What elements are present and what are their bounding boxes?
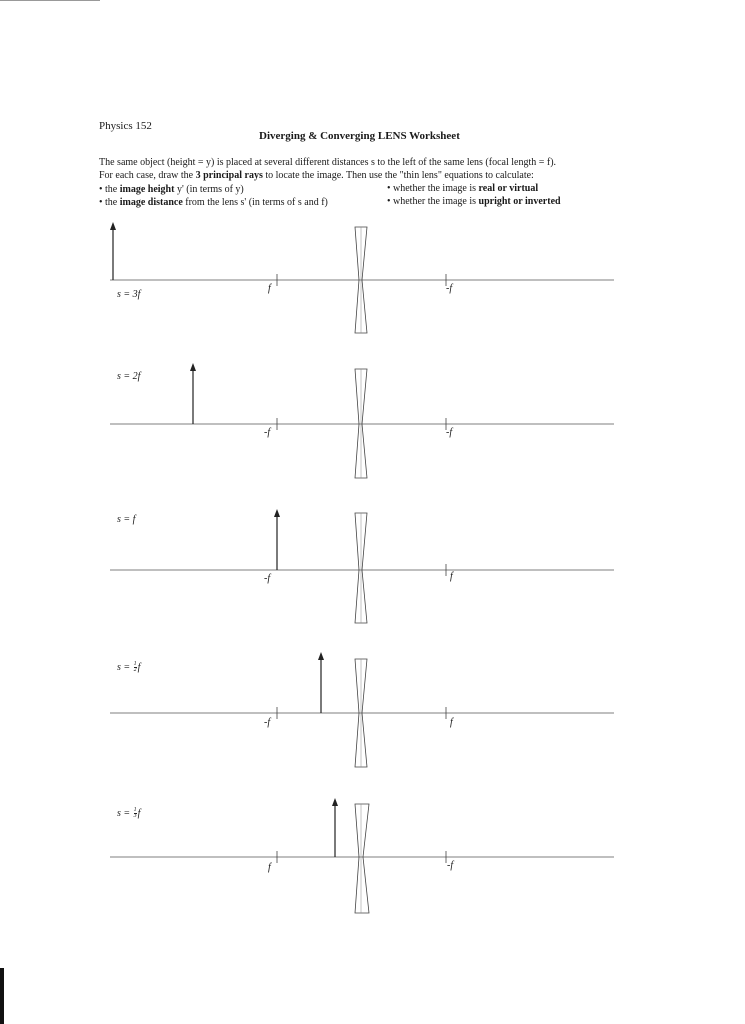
right-focal-label: f [450,571,453,582]
arrowhead-icon [332,798,338,806]
bullet-emphasis: image height [119,184,175,195]
bullet-text: y' (in terms of y) [174,184,244,195]
case-text: s = [117,662,133,674]
fraction-denominator: 2 [133,667,137,674]
instruction-emphasis: 3 principal rays [195,170,263,181]
right-focal-label: f [450,717,453,728]
left-focal-label: f [268,283,271,294]
left-focal-label: f [268,862,271,873]
instruction-text: For each case, draw the [99,170,196,181]
bullet-text: • the [99,184,120,195]
case-label-1: s = 3f [117,289,141,300]
case-text: f [137,808,141,820]
case-label-2: s = 2f [117,371,141,382]
instruction-line-1: The same object (height = y) is placed at several different distances s to the left of the same lens (focal length = f). [99,157,557,168]
bullet-text: • the [99,197,120,208]
course-label: Physics 152 [99,120,152,132]
fraction-numerator: 1 [133,661,137,667]
right-focal-label: -f [446,427,453,438]
bullet-emphasis: upright or inverted [478,196,561,207]
fraction [134,808,137,820]
bullet-emphasis: image distance [119,197,183,208]
bullet-text: • whether the image is [387,183,479,194]
left-focal-label: -f [264,573,271,584]
fraction-denominator: 3 [133,813,137,820]
bullet-emphasis: real or virtual [478,183,539,194]
left-focal-label: -f [264,427,271,438]
case-text: f [137,662,141,674]
worksheet-title: Diverging & Converging LENS Worksheet [259,130,460,142]
right-focal-label: -f [446,283,453,294]
fraction-numerator: 1 [133,807,137,813]
right-focal-label: -f [447,860,454,871]
left-focal-label: -f [264,717,271,728]
case-label-3: s = f [117,514,136,525]
diverging-lens [355,804,369,913]
case-text: s = [117,808,133,820]
bullet-text: • whether the image is [387,196,479,207]
bullet-text: from the lens s' (in terms of s and f) [182,197,328,208]
instruction-text: to locate the image. Then use the "thin lens" equations to calculate: [262,170,534,181]
case-label-5 [117,808,140,820]
